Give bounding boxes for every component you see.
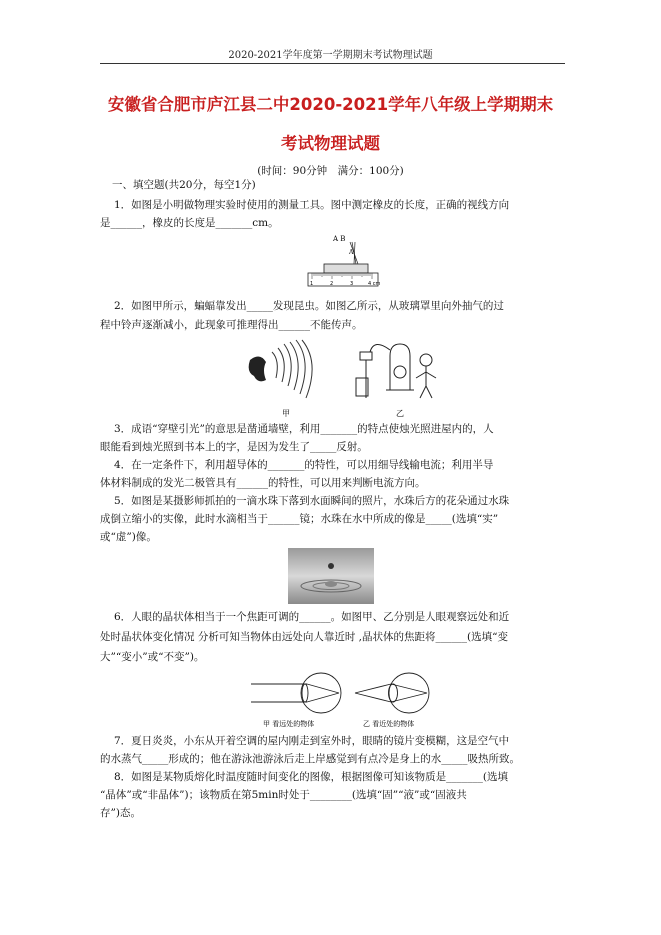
q6-line3: 大”“变小”或“不变”)。	[100, 651, 205, 663]
q2-line2: 程中铃声逐渐减小，此现象可推理得出______不能传声。	[100, 319, 363, 331]
running-header: 2020-2021学年度第一学期期末考试物理试题	[228, 50, 433, 61]
fig-label-yi: 乙	[396, 409, 404, 418]
q1-line2: 是______，橡皮的长度是_______cm。	[100, 217, 279, 229]
q6-line1: 6．人眼的晶状体相当于一个焦距可调的______。如图甲、乙分别是人眼观察远处和近	[114, 611, 510, 623]
tick-2: 2	[330, 281, 334, 287]
water-droplet	[328, 563, 334, 569]
q2-line1: 2．如图甲所示，蝙蝠靠发出_____发现昆虫。如图乙所示，从玻璃罩里向外抽气的过	[114, 300, 504, 312]
q6-line2: 处时晶状体变化情况 分析可知当物体由远处向人靠近时 ,晶状体的焦距将______(选填“变	[100, 631, 508, 643]
q8-line3: 存”)态。	[100, 807, 141, 819]
fig-caption-near: 乙 看近处的物体	[363, 720, 415, 728]
q8-line2: “晶体”或“非晶体”)；该物质在第5min时处于________(选填“固”“液”或“固液共	[100, 789, 467, 801]
q3-line1: 3．成语“穿壁引光”的意思是凿通墙壁，利用_______的特点使烛光照进屋内的，人	[114, 423, 494, 435]
eraser	[324, 264, 368, 273]
exam-info: (时间：90分钟 满分：100分)	[257, 165, 404, 177]
header-divider	[100, 63, 565, 64]
fig-label-jia: 甲	[282, 409, 290, 418]
q5-line3: 或“虚”)像。	[100, 531, 157, 543]
page-title: 安徽省合肥市庐江县二中2020-2021学年八年级上学期期末	[107, 95, 554, 114]
eye-far-diagram	[251, 673, 341, 713]
q3-line2: 眼能看到烛光照到书本上的字，是因为发生了_____反射。	[100, 441, 368, 453]
q7-line1: 7．夏日炎炎，小东从开着空调的屋内刚走到室外时，眼睛的镜片变模糊，这是空气中	[114, 735, 510, 747]
water-drop-photo	[288, 548, 374, 604]
tick-1: 1	[310, 281, 314, 287]
view-label: A	[349, 249, 354, 256]
eye-label: A B	[333, 235, 346, 243]
tick-3: 3	[350, 281, 354, 287]
page-title-line2: 考试物理试题	[281, 134, 380, 153]
q4-line1: 4．在一定条件下，利用超导体的_______的特性，可以用细导线输电流；利用半导	[114, 459, 494, 471]
bat-bell-figure	[240, 338, 440, 420]
section-heading: 一、填空题(共20分，每空1分)	[112, 179, 256, 191]
q5-line2: 成倒立缩小的实像，此时水滴相当于______镜；水珠在水中所成的像是_____(选填“实”	[100, 513, 499, 525]
tick-4: 4 cm	[368, 281, 381, 287]
q5-line1: 5．如图是某摄影师抓拍的一滴水珠下落到水面瞬间的照片，水珠后方的花朵通过水珠	[114, 495, 510, 507]
q8-line1: 8．如图是某物质熔化时温度随时间变化的图像，根据图像可知该物质是_______(选填	[114, 771, 509, 783]
ruler-figure	[300, 232, 390, 292]
q4-line2: 体材料制成的发光二极管具有______的特性，可以用来判断电流方向。	[100, 477, 426, 489]
bat-icon	[249, 340, 312, 398]
bell-jar-apparatus	[356, 344, 436, 398]
eye-lens-figure	[245, 668, 445, 730]
q1-line1: 1．如图是小明做物理实验时使用的测量工具。图中测定橡皮的长度，正确的视线方向	[114, 199, 510, 211]
eye-near-diagram	[355, 673, 429, 713]
q7-line2: 的水蒸气_____形成的；他在游泳池游泳后走上岸感觉到有点冷是身上的水_____吸热所致。	[100, 753, 520, 765]
fig-caption-far: 甲 看远处的物体	[263, 720, 315, 728]
